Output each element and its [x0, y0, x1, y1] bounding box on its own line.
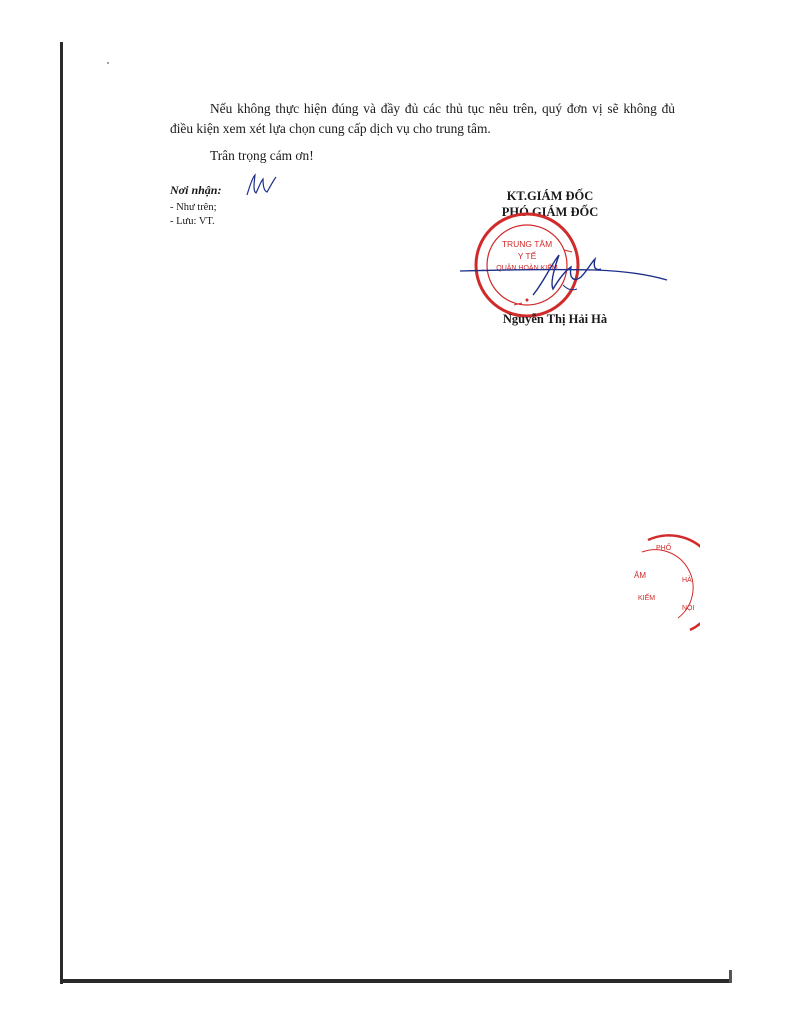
partial-seal-text-4: KIẾM: [638, 595, 656, 602]
seal-center-text-1: TRUNG TÂM: [501, 239, 553, 249]
partial-seal-text-2: ÂM: [634, 571, 646, 580]
recipient-item: - Như trên;: [170, 202, 217, 213]
recipients-list: [170, 201, 217, 229]
recipients-title: Nơi nhận:: [170, 183, 222, 197]
seal-center-text-3: QUẬN HOÀN KIẾM: [496, 265, 558, 272]
partial-seal-overlap: [620, 530, 700, 640]
partial-seal-text-1: PHỐ: [656, 545, 672, 552]
signatory-title-line-1: KT.GIÁM ĐỐC: [506, 189, 594, 203]
partial-seal-text-3: HÀ: [682, 577, 692, 584]
body-paragraph-thanks: Trân trọng cám ơn!: [210, 148, 314, 163]
scan-edge-bottom: [60, 979, 732, 983]
scan-edge-left: [60, 42, 63, 984]
signer-name: Nguyễn Thị Hải Hà: [502, 312, 608, 326]
recipient-item: - Lưu: VT.: [170, 216, 215, 227]
seal-center-text-2: Y TẾ: [517, 251, 537, 261]
handwritten-signature: [455, 245, 670, 305]
body-paragraph-conditions: Nếu không thực hiện đúng và đầy đủ các thủ tục nêu trên, quý đơn vị sẽ không đủ điều kiện xem xét lựa chọn cung cấp dịch vụ cho trung tâm.: [170, 101, 675, 136]
signatory-title-line-2: PHÓ GIÁM ĐỐC: [501, 205, 599, 219]
partial-seal-text-5: NỘI: [682, 605, 695, 612]
initial-signature-mark: [244, 171, 278, 201]
scan-edge-right: [729, 970, 732, 983]
scan-speck: [107, 62, 109, 64]
